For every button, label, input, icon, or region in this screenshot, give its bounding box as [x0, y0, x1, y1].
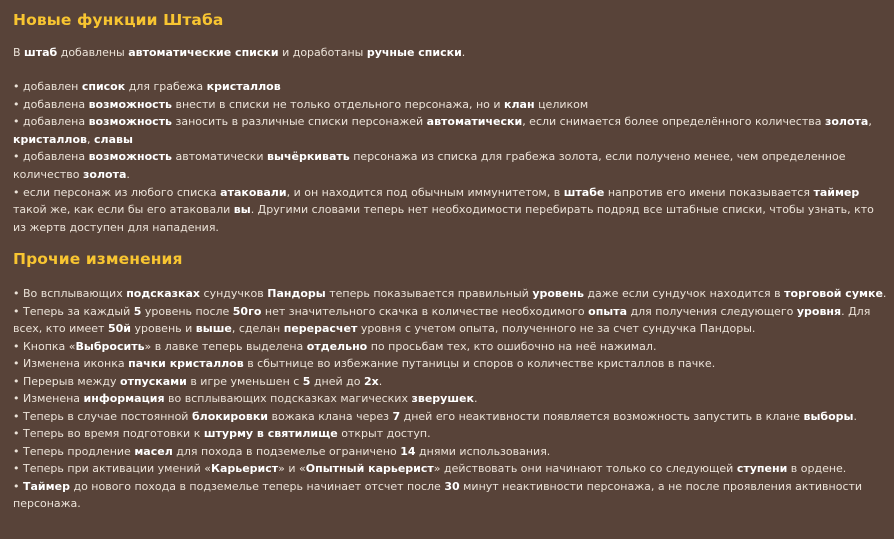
bold-term: масел: [134, 444, 173, 458]
text-segment: .: [126, 167, 130, 181]
bold-term: зверушек: [411, 392, 474, 406]
text-segment: дней его неактивности появляется возможность запустить в клане: [400, 409, 804, 423]
bold-term: 5: [302, 374, 311, 388]
text-segment: для грабежа: [125, 80, 207, 93]
list-item: [13, 78, 888, 96]
text-segment: минут неактивности персонажа, а не после проявления активности персонажа.: [13, 479, 863, 511]
bold-term: блокировки: [191, 409, 268, 423]
text-segment: • Перерыв между: [13, 374, 121, 388]
list-item: [13, 373, 888, 391]
bold-term: Выбросить: [75, 339, 145, 353]
bold-term: золота: [83, 167, 127, 181]
text-segment: открыт доступ.: [337, 427, 431, 441]
bold-term: кристаллов: [13, 132, 87, 146]
bold-term: штурму в святилище: [203, 427, 338, 441]
bold-term: уровня: [796, 304, 842, 318]
text-segment: • добавлен: [13, 80, 82, 93]
bold-term: 50го: [232, 304, 262, 318]
bold-term: перерасчет: [283, 322, 358, 336]
text-segment: • Теперь во время подготовки к: [13, 427, 204, 441]
text-segment: • добавлена: [13, 97, 89, 111]
text-segment: в ордене.: [787, 462, 847, 476]
text-segment: » действовать они начинают только со следующей: [433, 462, 737, 476]
section-title-other-changes: Прочие изменения: [13, 250, 183, 269]
text-segment: такой же, как если бы его атаковали: [13, 203, 234, 217]
list-item: [13, 425, 888, 443]
intro-paragraph: [13, 44, 888, 61]
list-item: [13, 408, 888, 426]
hq-features-list: [13, 78, 888, 236]
bold-term: штаб: [24, 46, 58, 59]
bold-term: 7: [392, 409, 401, 423]
list-item: [13, 148, 888, 183]
bold-term: таймер: [813, 185, 860, 199]
text-segment: даже если сундучок находится в: [583, 287, 785, 301]
text-segment: . Для всех, кто имеет: [13, 304, 871, 336]
bold-term: вы: [233, 203, 251, 217]
bold-term: клан: [504, 97, 535, 111]
text-segment: уровень после: [141, 304, 233, 318]
list-item: [13, 113, 888, 148]
section-title-new-hq-features: Новые функции Штаба: [13, 11, 224, 29]
text-segment: • Теперь при активации умений «: [13, 462, 211, 476]
bold-term: подсказках: [126, 287, 201, 301]
text-segment: • добавлена: [13, 115, 89, 129]
text-segment: дней до: [310, 374, 364, 388]
bold-term: автоматически: [426, 115, 523, 129]
text-segment: • Теперь в случае постоянной: [13, 409, 192, 423]
text-segment: внести в списки не только отдельного персонажа, но и: [171, 97, 505, 111]
text-segment: добавлены: [57, 46, 129, 59]
bold-term: Опытный карьерист: [305, 462, 434, 476]
text-segment: до нового похода в подземелье теперь начинает отсчет после: [69, 479, 445, 493]
text-segment: , если снимается более определённого количества: [522, 115, 825, 129]
bold-term: 30: [444, 479, 460, 493]
text-segment: • Кнопка «: [13, 339, 76, 353]
text-segment: • Во всплывающих: [13, 287, 127, 301]
bold-term: опыта: [588, 304, 628, 318]
bold-term: вычёркивать: [267, 150, 350, 164]
text-segment: В: [13, 46, 25, 59]
bold-term: 50й: [107, 322, 131, 336]
text-segment: • Теперь продление: [13, 444, 135, 458]
bold-term: возможность: [88, 97, 172, 111]
list-item: [13, 355, 888, 373]
bold-term: кристаллов: [206, 80, 281, 93]
bold-term: пачки кристаллов: [128, 357, 244, 371]
text-segment: нет значительного скачка в количестве необходимого: [261, 304, 589, 318]
bold-term: штабе: [563, 185, 605, 199]
text-segment: по просьбам тех, кто ошибочно на неё нажимал.: [367, 339, 657, 353]
bold-term: выше: [195, 322, 232, 336]
bold-term: ручные списки: [366, 46, 462, 59]
list-item: [13, 285, 888, 303]
bold-term: золота: [824, 115, 869, 129]
text-segment: .: [882, 287, 887, 301]
bold-term: возможность: [88, 115, 172, 129]
list-item: [13, 478, 888, 513]
text-segment: .: [853, 409, 857, 423]
bold-term: 14: [400, 444, 416, 458]
bold-term: возможность: [88, 150, 172, 164]
text-segment: сундучков: [200, 287, 268, 301]
list-item: [13, 460, 888, 478]
bold-term: славы: [94, 132, 133, 146]
text-segment: • Изменена: [13, 392, 84, 406]
bold-term: список: [81, 80, 126, 93]
text-segment: ,: [87, 132, 94, 146]
text-segment: •: [13, 479, 23, 493]
text-segment: .: [473, 392, 478, 406]
text-segment: » и «: [278, 462, 306, 476]
list-item: [13, 96, 888, 114]
text-segment: • если персонаж из любого списка: [13, 185, 221, 199]
bold-term: автоматические списки: [128, 46, 279, 59]
text-segment: • Теперь за каждый: [13, 304, 134, 318]
text-segment: в сбытнице во избежание путаницы и споров о количестве кристаллов в пачке.: [243, 357, 716, 371]
text-segment: целиком: [534, 97, 589, 111]
list-item: [13, 303, 888, 338]
text-segment: во всплывающих подсказках магических: [164, 392, 412, 406]
bold-term: Таймер: [23, 479, 70, 493]
bold-term: атаковали: [220, 185, 287, 199]
text-segment: , сделан: [231, 322, 284, 336]
bold-term: 2х: [364, 374, 379, 388]
list-item: [13, 338, 888, 356]
text-segment: уровень и: [130, 322, 196, 336]
text-segment: персонажа из списка для грабежа золота, если получено менее, чем определенное количество: [13, 150, 846, 181]
bold-term: информация: [83, 392, 165, 406]
bold-term: ступени: [736, 462, 788, 476]
bold-term: Пандоры: [267, 287, 326, 301]
text-segment: .: [378, 374, 383, 388]
list-item: [13, 184, 888, 237]
text-segment: автоматически: [171, 150, 268, 164]
other-changes-list: [13, 285, 888, 513]
text-segment: вожака клана через: [268, 409, 393, 423]
text-segment: ,: [868, 115, 872, 129]
text-segment: » в лавке теперь выделена: [144, 339, 307, 353]
text-segment: , и он находится под обычным иммунитетом, в: [286, 185, 564, 199]
text-segment: в игре уменьшен с: [186, 374, 303, 388]
text-segment: днями использования.: [415, 444, 551, 458]
bold-term: Карьерист: [210, 462, 279, 476]
bold-term: выборы: [803, 409, 854, 423]
text-segment: .: [461, 46, 466, 59]
list-item: [13, 390, 888, 408]
bold-term: отдельно: [306, 339, 368, 353]
bold-term: торговой сумке: [784, 287, 883, 301]
text-segment: заносить в различные списки персонажей: [171, 115, 427, 129]
text-segment: и доработаны: [278, 46, 367, 59]
text-segment: • добавлена: [13, 150, 89, 164]
text-segment: для получения следующего: [627, 304, 797, 318]
text-segment: уровня с учетом опыта, полученного не за счет сундучка Пандоры.: [357, 322, 756, 336]
bold-term: 5: [133, 304, 142, 318]
text-segment: • Изменена иконка: [13, 357, 129, 371]
text-segment: теперь показывается правильный: [325, 287, 533, 301]
text-segment: для похода в подземелье ограничено: [172, 444, 401, 458]
text-segment: напротив его имени показывается: [604, 185, 814, 199]
text-segment: . Другими словами теперь нет необходимости перебирать подряд все штабные списки, чтобы узнать, кто из жертв доступен для нападения.: [13, 203, 874, 234]
list-item: [13, 443, 888, 461]
bold-term: отпусками: [120, 374, 187, 388]
bold-term: уровень: [532, 287, 584, 301]
